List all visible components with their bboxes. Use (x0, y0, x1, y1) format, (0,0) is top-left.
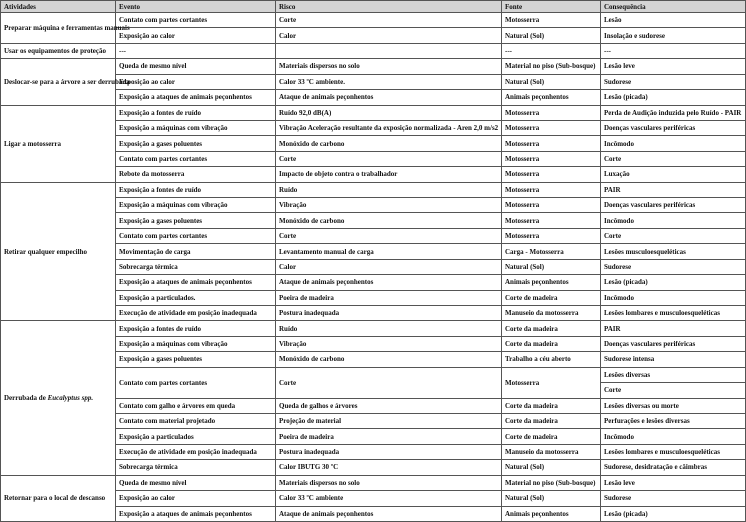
source-cell: Natural (Sol) (502, 491, 601, 506)
consequence-cell: Lesões diversas ou morte (601, 398, 746, 413)
risk-cell: Materiais dispersos no solo (276, 475, 502, 490)
consequence-cell: Incômodo (601, 136, 746, 151)
source-cell: Animais peçonhentos (502, 275, 601, 290)
risk-cell: Projeção de material (276, 413, 502, 428)
table-row (1, 182, 746, 197)
consequence-cell: Incômodo (601, 290, 746, 305)
activity-cell (1, 105, 116, 182)
consequence-cell: Lesão (picada) (601, 506, 746, 522)
risk-cell: Vibração Aceleração resultante da exposição normalizada - Aren 2,0 m/s2 (276, 120, 502, 135)
header-atividades: Atividades (1, 1, 116, 13)
consequence-cell: Sudorese (601, 259, 746, 274)
source-cell: Motosserra (502, 198, 601, 213)
table-body (1, 13, 746, 522)
consequence-cell: Perda de Audição induzida pelo Ruído - PAIR (601, 105, 746, 120)
source-cell: Motosserra (502, 13, 601, 28)
activity-cell (1, 475, 116, 521)
event-cell: --- (116, 43, 276, 58)
event-cell: Contato com material projetado (116, 413, 276, 428)
consequence-cell: Lesão (picada) (601, 275, 746, 290)
source-cell: Material no piso (Sub-bosque) (502, 59, 601, 74)
header-fonte: Fonte (502, 1, 601, 13)
risk-cell: Vibração (276, 336, 502, 351)
risk-cell: Ataque de animais peçonhentos (276, 506, 502, 522)
risk-cell: Corte (276, 13, 502, 28)
event-cell: Rebote da motosserra (116, 167, 276, 182)
consequence-cell: Corte (601, 151, 746, 166)
risk-cell: Calor (276, 259, 502, 274)
risk-cell: Calor 33 ºC ambiente (276, 491, 502, 506)
activity-label: Preparar máquina e ferramentas manuais (4, 23, 130, 32)
event-cell: Queda de mesmo nível (116, 475, 276, 490)
risk-cell: Poeira de madeira (276, 429, 502, 444)
event-cell: Exposição ao calor (116, 491, 276, 506)
consequence-cell: Doenças vasculares periféricas (601, 198, 746, 213)
risk-cell: Monóxido de carbono (276, 136, 502, 151)
risk-cell: Ruído (276, 321, 502, 336)
consequence-cell: PAIR (601, 182, 746, 197)
header-risco: Risco (276, 1, 502, 13)
event-cell: Exposição a ataques de animais peçonhentos (116, 90, 276, 105)
risk-cell: Vibração (276, 198, 502, 213)
source-cell: Corte da madeira (502, 336, 601, 351)
event-cell: Exposição a gases poluentes (116, 352, 276, 367)
risk-cell: Ataque de animais peçonhentos (276, 90, 502, 105)
activity-cell (1, 182, 116, 321)
source-cell: Manuseio da motosserra (502, 306, 601, 321)
event-cell: Contato com galho e árvores em queda (116, 398, 276, 413)
consequence-cell: Sudorese, desidratação e câimbras (601, 460, 746, 475)
consequence-cell: Lesões diversas (601, 367, 746, 382)
source-cell: Motosserra (502, 182, 601, 197)
event-cell: Exposição a máquinas com vibração (116, 198, 276, 213)
source-cell: Manuseio da motosserra (502, 444, 601, 459)
event-cell: Contato com partes cortantes (116, 228, 276, 243)
consequence-cell: Sudorese intensa (601, 352, 746, 367)
consequence-cell: Lesões lombares e musculoesqueléticas (601, 306, 746, 321)
source-cell: Natural (Sol) (502, 28, 601, 43)
source-cell: Natural (Sol) (502, 259, 601, 274)
event-cell: Exposição a gases poluentes (116, 213, 276, 228)
consequence-cell: Lesão (601, 13, 746, 28)
risk-cell: Postura inadequada (276, 306, 502, 321)
source-cell: Motosserra (502, 151, 601, 166)
source-cell: Motosserra (502, 367, 601, 398)
consequence-cell: Lesão leve (601, 59, 746, 74)
risk-cell (276, 43, 502, 58)
event-cell: Exposição a máquinas com vibração (116, 336, 276, 351)
event-cell: Contato com partes cortantes (116, 151, 276, 166)
activity-label: Derrubada de (4, 394, 48, 403)
activity-cell (1, 321, 116, 475)
source-cell: Corte de madeira (502, 290, 601, 305)
source-cell: Natural (Sol) (502, 74, 601, 89)
table-row (1, 13, 746, 28)
consequence-cell: Lesões musculoesqueléticas (601, 244, 746, 259)
event-cell: Exposição a fontes de ruído (116, 182, 276, 197)
event-cell: Execução de atividade em posição inadequada (116, 444, 276, 459)
consequence-cell: Sudorese (601, 74, 746, 89)
event-cell: Exposição a máquinas com vibração (116, 120, 276, 135)
risk-cell: Monóxido de carbono (276, 213, 502, 228)
risk-cell: Monóxido de carbono (276, 352, 502, 367)
activity-cell (1, 43, 116, 58)
source-cell: Animais peçonhentos (502, 90, 601, 105)
header-row (1, 1, 746, 13)
risk-cell: Calor (276, 28, 502, 43)
consequence-cell: Doenças vasculares periféricas (601, 336, 746, 351)
source-cell: Motosserra (502, 105, 601, 120)
event-cell: Sobrecarga térmica (116, 460, 276, 475)
activity-label: Ligar a motosserra (4, 139, 62, 148)
header-evento: Evento (116, 1, 276, 13)
source-cell: Motosserra (502, 136, 601, 151)
table-row (1, 43, 746, 58)
risk-cell: Calor IBUTG 30 ºC (276, 460, 502, 475)
consequence-cell: Corte (601, 383, 746, 398)
source-cell: Corte de madeira (502, 429, 601, 444)
event-cell: Exposição a particulados (116, 429, 276, 444)
source-cell: Carga - Motosserra (502, 244, 601, 259)
event-cell: Exposição ao calor (116, 28, 276, 43)
consequence-cell: Corte (601, 228, 746, 243)
source-cell: Animais peçonhentos (502, 506, 601, 522)
consequence-cell: Lesões lombares e musculoesqueléticas (601, 444, 746, 459)
table-row (1, 475, 746, 490)
risk-cell: Materiais dispersos no solo (276, 59, 502, 74)
risk-cell: Levantamento manual de carga (276, 244, 502, 259)
risk-cell: Corte (276, 151, 502, 166)
source-cell: Motosserra (502, 120, 601, 135)
source-cell: Motosserra (502, 228, 601, 243)
source-cell: Corte da madeira (502, 413, 601, 428)
source-cell: Material no piso (Sub-bosque) (502, 475, 601, 490)
activity-cell (1, 59, 130, 105)
risk-cell: Ruído (276, 182, 502, 197)
risk-cell: Corte (276, 367, 502, 398)
source-cell: Motosserra (502, 167, 601, 182)
source-cell: --- (502, 43, 601, 58)
risk-cell: Impacto de objeto contra o trabalhador (276, 167, 502, 182)
risk-cell: Postura inadequada (276, 444, 502, 459)
activity-label: Retirar qualquer empecilho (4, 247, 87, 256)
header-consequencia: Consequência (601, 1, 746, 13)
consequence-cell: Lesão leve (601, 475, 746, 490)
consequence-cell: --- (601, 43, 746, 58)
activity-label: Retornar para o local de descanso (4, 494, 106, 503)
risk-cell: Ataque de animais peçonhentos (276, 275, 502, 290)
event-cell: Execução de atividade em posição inadequada (116, 306, 276, 321)
event-cell: Exposição a fontes de ruído (116, 105, 276, 120)
activity-label: Deslocar-se para a árvore a ser derrubada (4, 77, 130, 86)
consequence-cell: Lesão (picada) (601, 90, 746, 105)
table-row (1, 105, 746, 120)
event-cell: Contato com partes cortantes (116, 13, 276, 28)
event-cell: Exposição a ataques de animais peçonhentos (116, 506, 276, 522)
consequence-cell: Insolação e sudorese (601, 28, 746, 43)
consequence-cell: Incômodo (601, 213, 746, 228)
consequence-cell: Perfurações e lesões diversas (601, 413, 746, 428)
event-cell: Sobrecarga térmica (116, 259, 276, 274)
consequence-cell: Incômodo (601, 429, 746, 444)
event-cell: Queda de mesmo nível (116, 59, 276, 74)
risk-cell: Calor 33 ºC ambiente. (276, 74, 502, 89)
event-cell: Contato com partes cortantes (116, 367, 276, 398)
risk-cell: Ruído 92,0 dB(A) (276, 105, 502, 120)
activity-label: Usar os equipamentos de proteção (4, 47, 107, 56)
table-row (1, 59, 746, 74)
source-cell: Motosserra (502, 213, 601, 228)
risk-cell: Poeira de madeira (276, 290, 502, 305)
event-cell: Exposição ao calor (116, 74, 276, 89)
activity-species: Eucalyptus spp. (47, 394, 94, 403)
event-cell: Exposição a ataques de animais peçonhentos (116, 275, 276, 290)
event-cell: Exposição a gases poluentes (116, 136, 276, 151)
consequence-cell: Sudorese (601, 491, 746, 506)
source-cell: Natural (Sol) (502, 460, 601, 475)
source-cell: Trabalho a céu aberto (502, 352, 601, 367)
consequence-cell: Doenças vasculares periféricas (601, 120, 746, 135)
event-cell: Movimentação de carga (116, 244, 276, 259)
table-row (1, 321, 746, 336)
risk-cell: Corte (276, 228, 502, 243)
consequence-cell: Luxação (601, 167, 746, 182)
event-cell: Exposição a fontes de ruído (116, 321, 276, 336)
event-cell: Exposição a particulados. (116, 290, 276, 305)
source-cell: Corte da madeira (502, 321, 601, 336)
consequence-cell: PAIR (601, 321, 746, 336)
source-cell: Corte da madeira (502, 398, 601, 413)
risk-cell: Queda de galhos e árvores (276, 398, 502, 413)
activity-cell (1, 13, 130, 44)
